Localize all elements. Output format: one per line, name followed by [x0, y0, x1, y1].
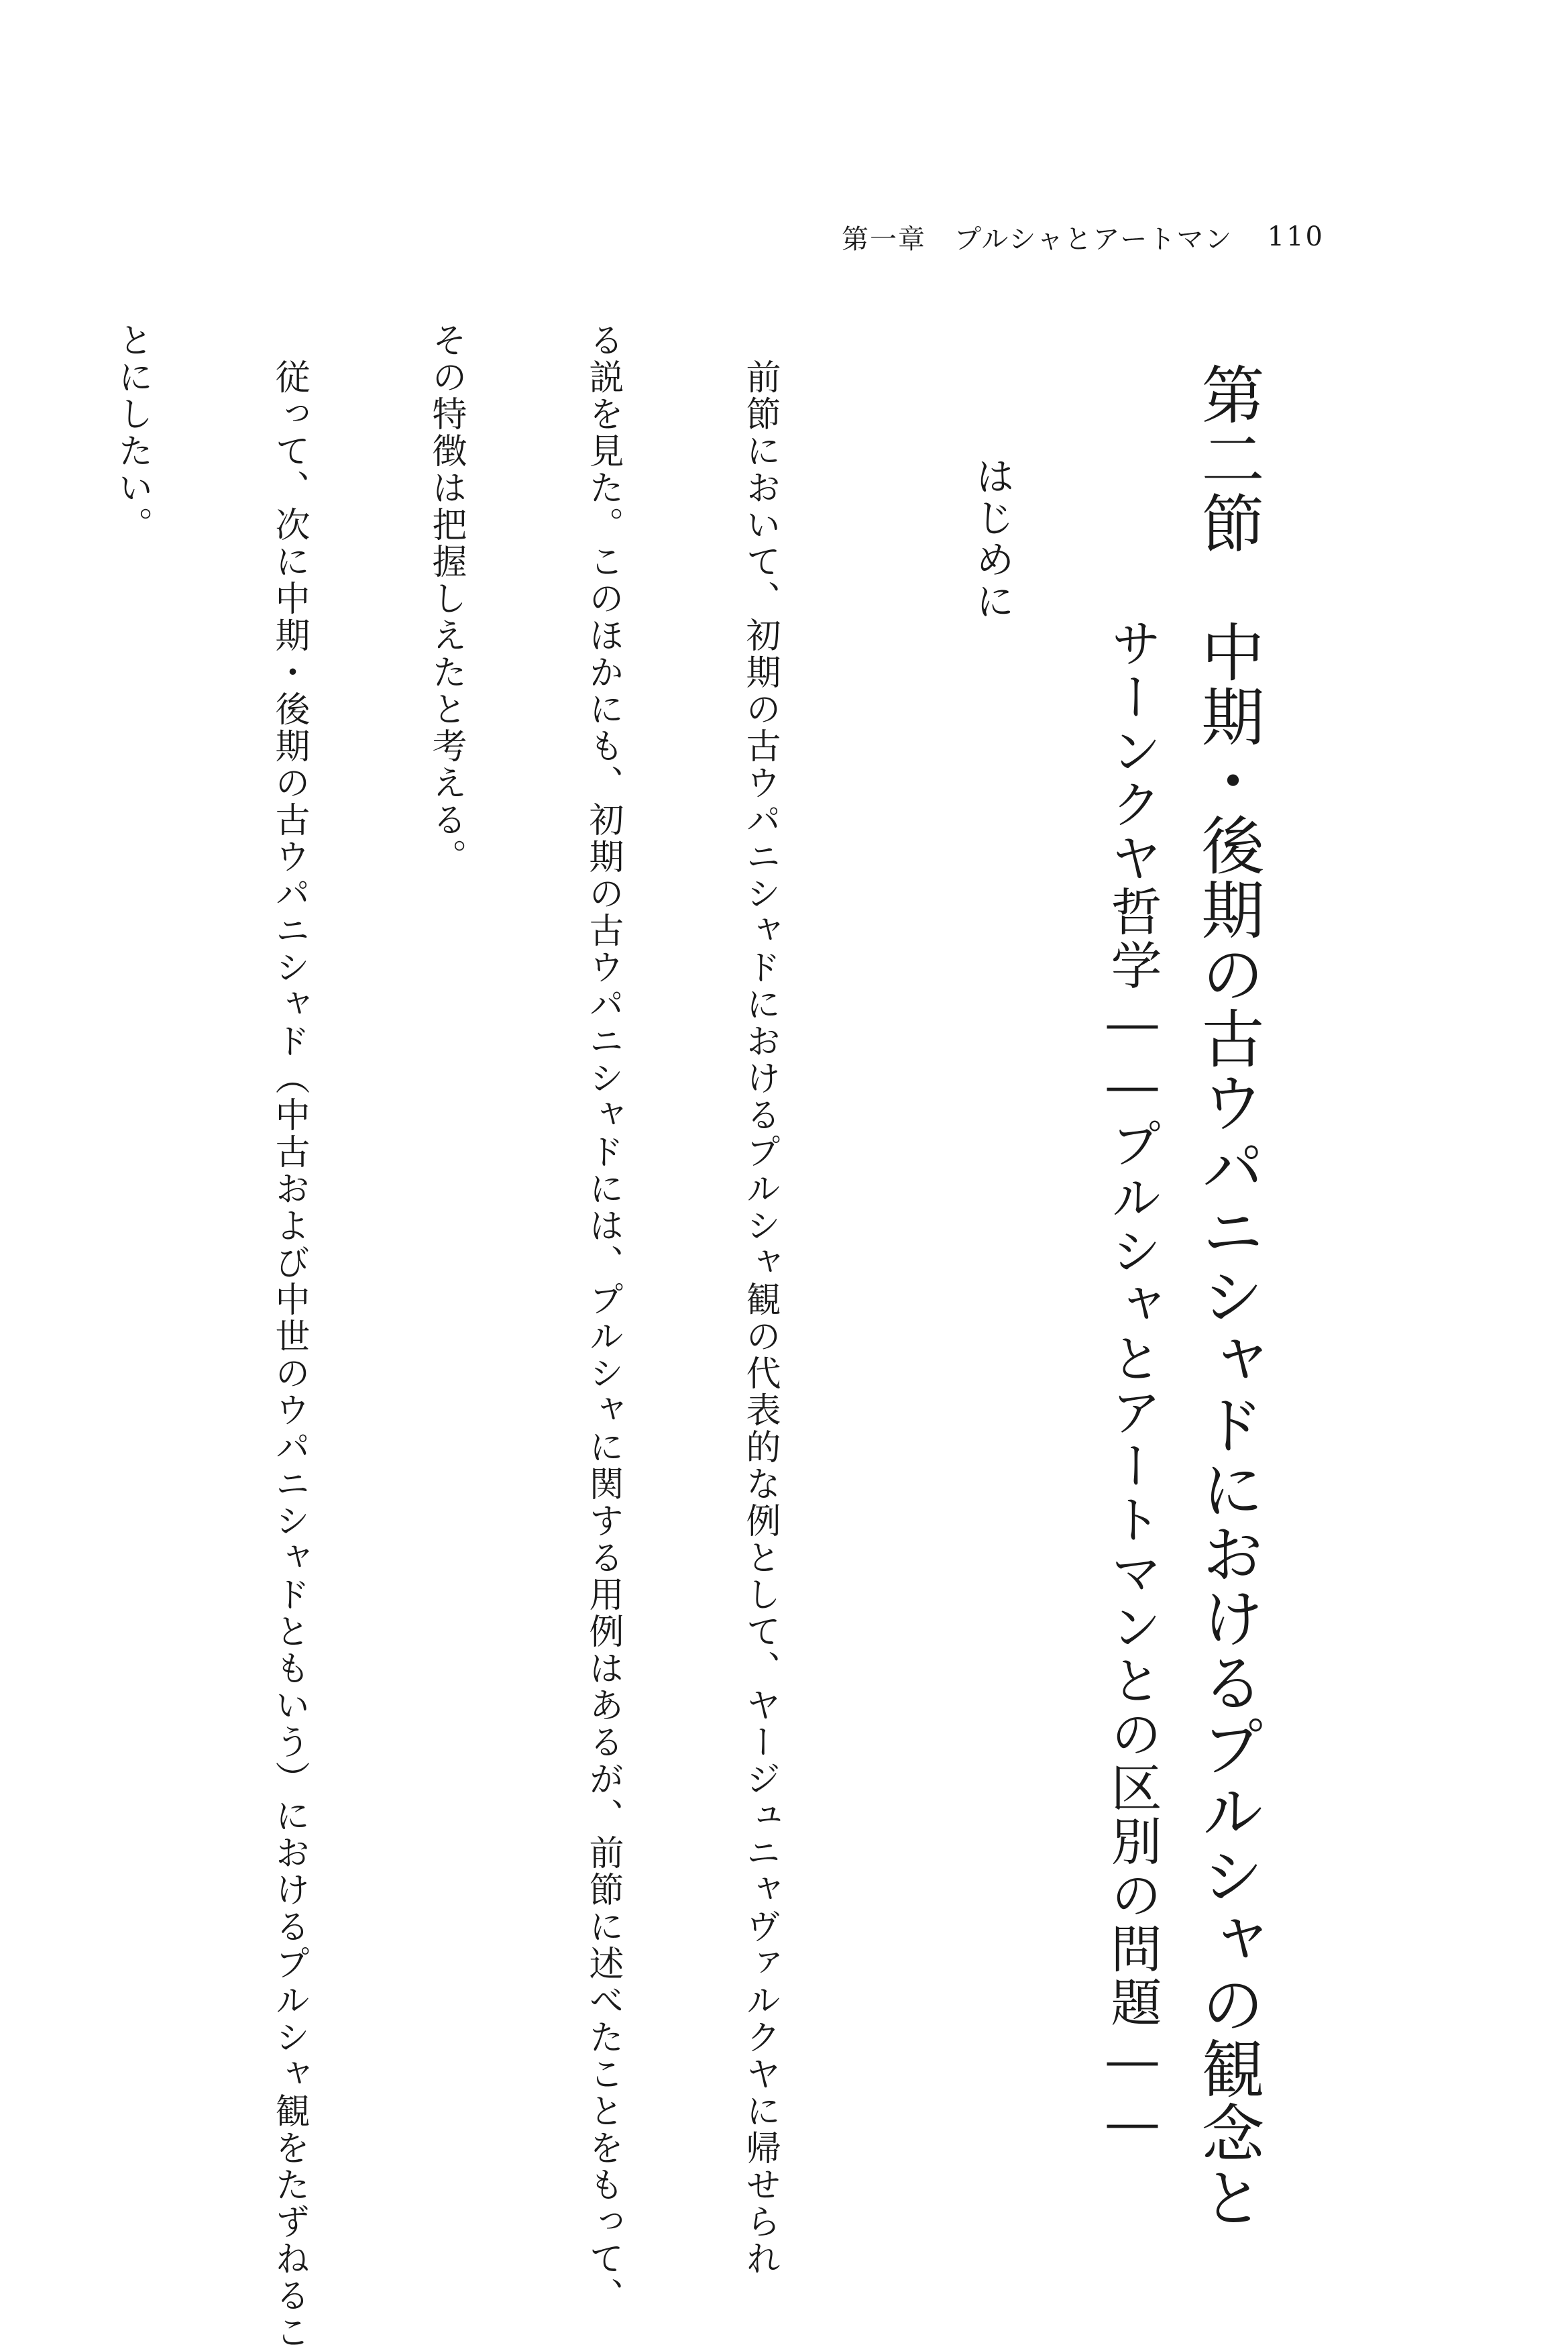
body-line: 前節において、初期の古ウパニシャドにおけるプルシャ観の代表的な例として、ヤージュニャヴァルクヤに帰せられ: [740, 322, 780, 2277]
body-line: る説を見た。このほかにも、初期の古ウパニシャドには、プルシャに関する用例はあるが、前節に述べたことをもって、: [583, 322, 623, 2314]
body-line: [0, 322, 1, 2079]
intro-heading: はじめに: [969, 456, 1015, 622]
body-line: その特徴は把握しえたと考える。: [426, 322, 466, 875]
body-line: 従って、次に中期・後期の古ウパニシャド（中古および中世のウパニシャドともいう）におけるプルシャ観をたずねるこ: [269, 322, 309, 2351]
section-title: 第二節 中期・後期の古ウパニシャドにおけるプルシャの観念と: [1190, 362, 1264, 2230]
page-number: 110: [1267, 221, 1325, 252]
running-header: [842, 213, 1325, 260]
chapter-title: 第一章 プルシャとアートマン: [842, 223, 1233, 255]
section-subtitle: サーンクヤ哲学――プルシャとアートマンとの区別の問題――: [1103, 617, 1162, 2154]
body-line: とにしたい。: [112, 322, 152, 543]
body-text: [0, 322, 891, 2351]
